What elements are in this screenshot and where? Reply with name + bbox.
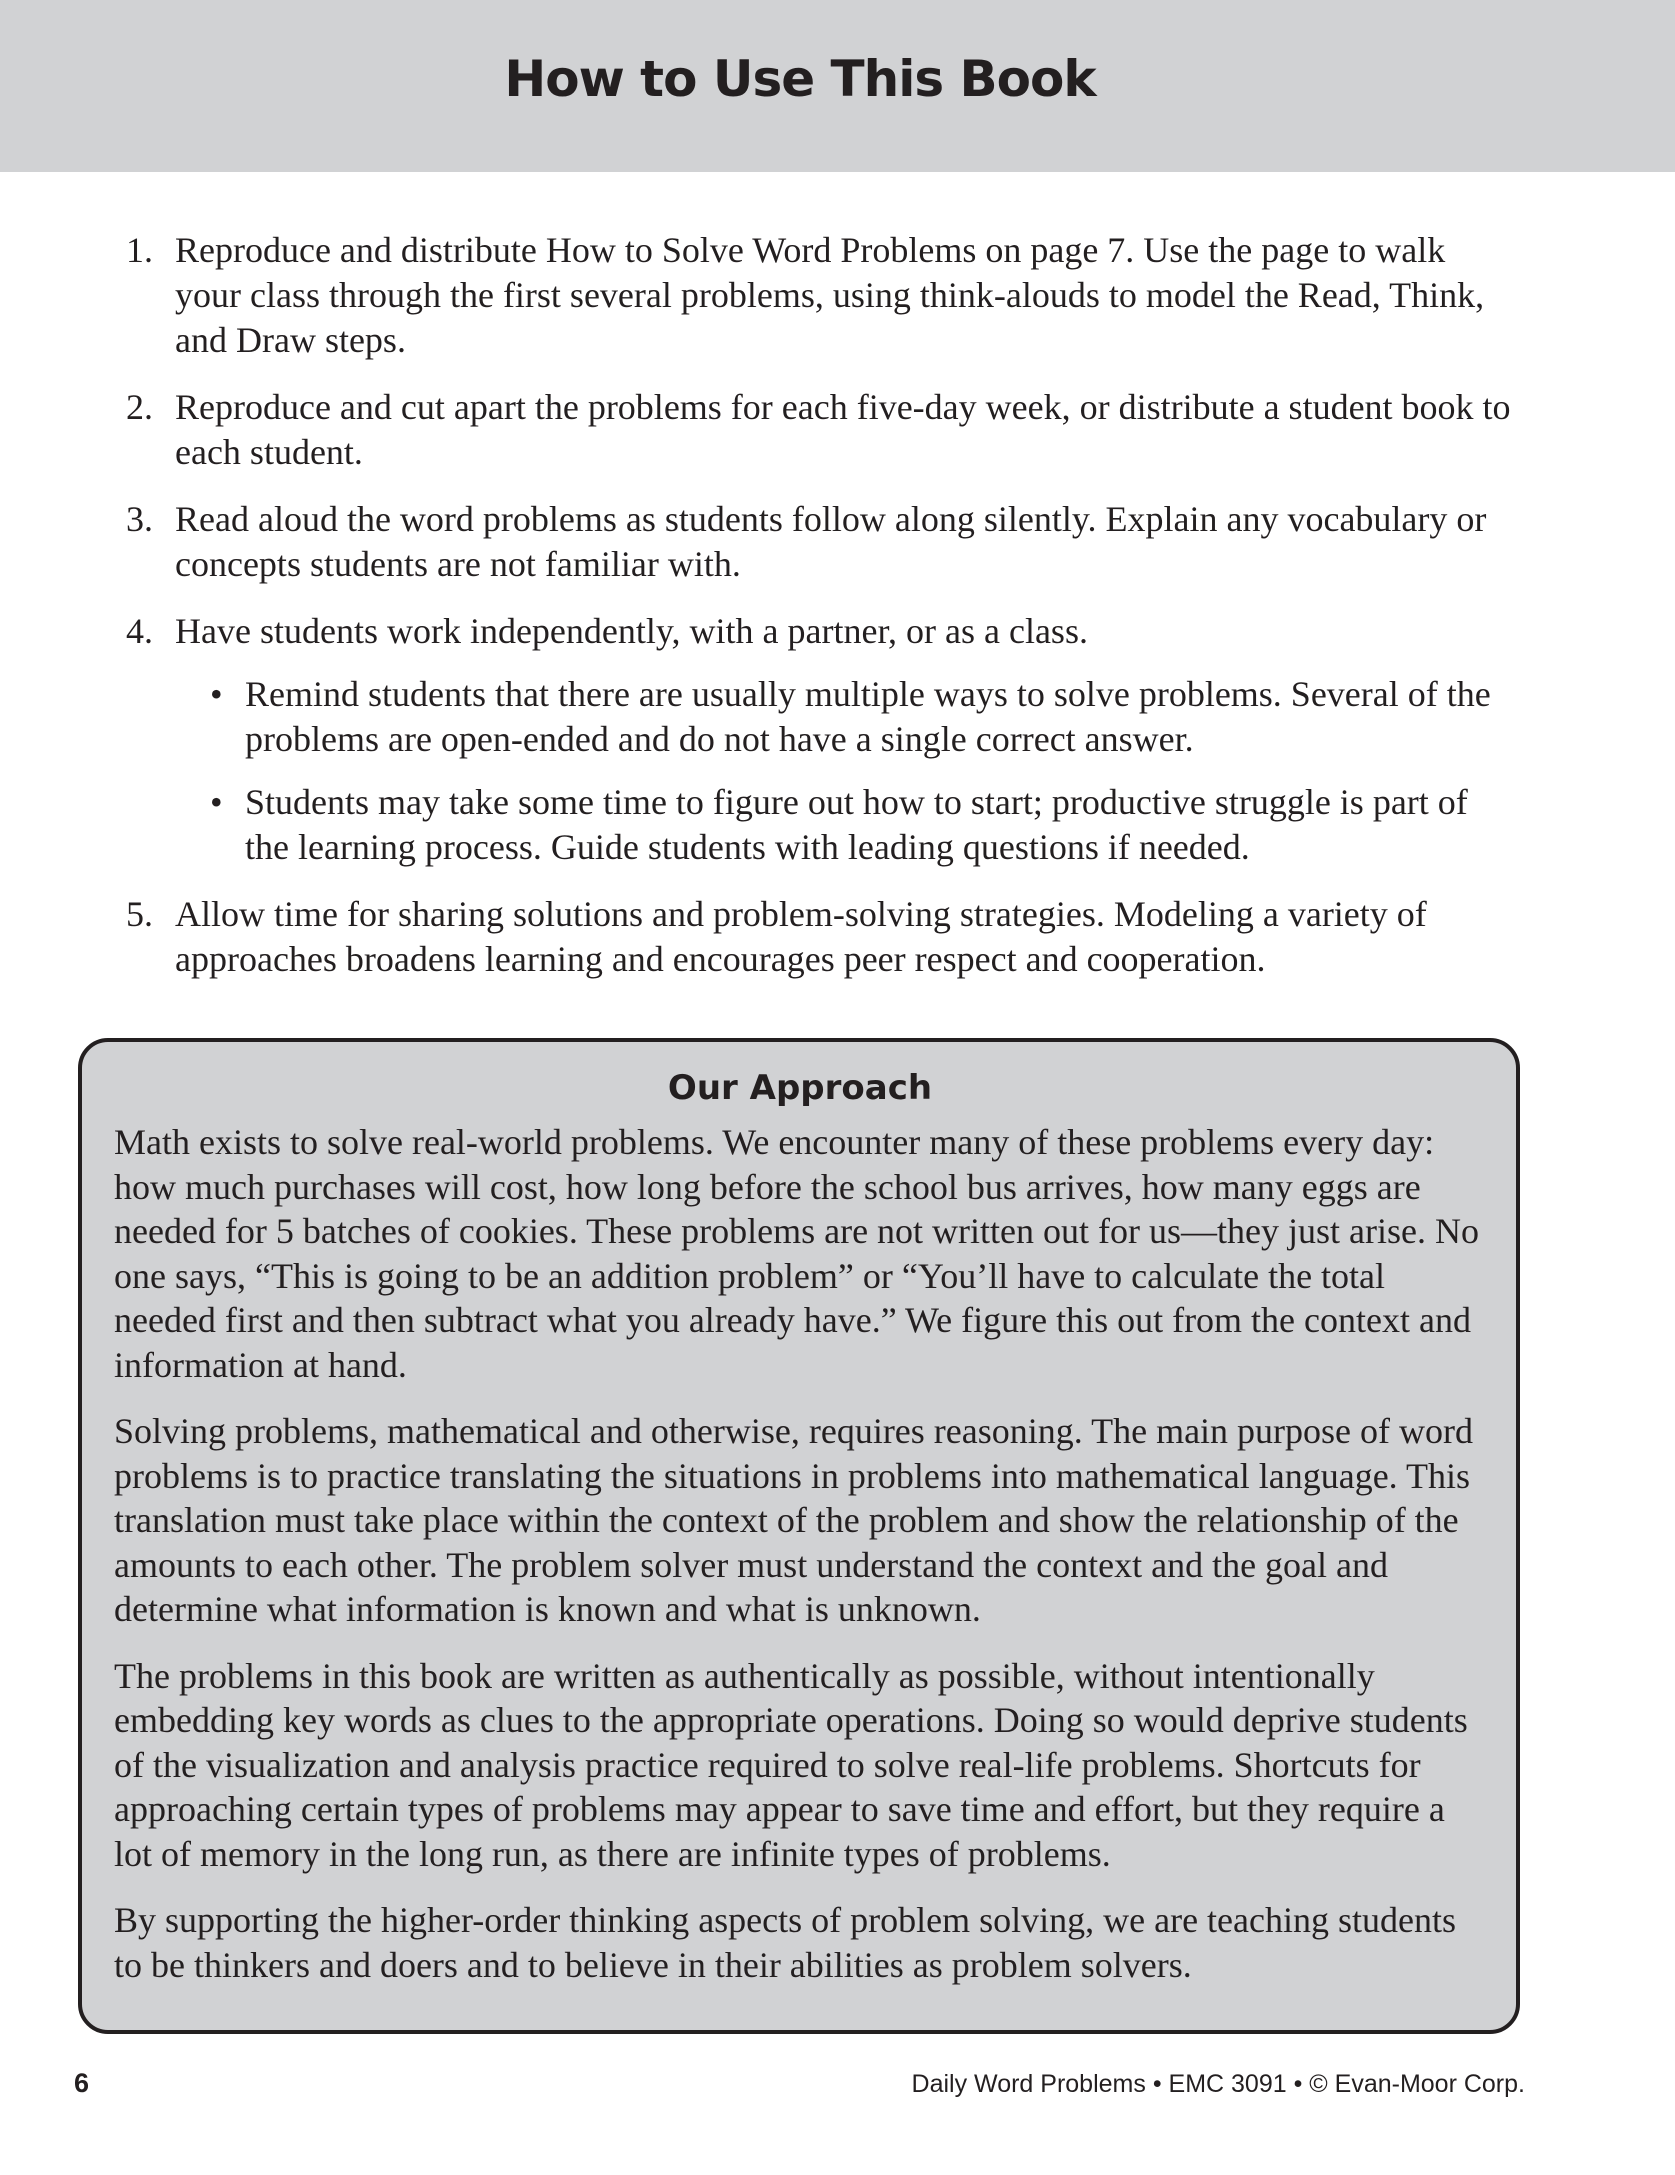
step-text: Reproduce and cut apart the problems for each five-day week, or distribute a student book to each student. — [175, 387, 1511, 472]
step-item — [120, 228, 1520, 363]
step-number: 5. — [126, 894, 153, 934]
bullet-item — [175, 672, 1520, 762]
step-number: 4. — [126, 611, 153, 651]
bullet-mark: • — [210, 674, 223, 714]
steps-list — [120, 228, 1520, 1004]
step-item — [120, 892, 1520, 982]
step-number: 3. — [126, 499, 153, 539]
step-number: 1. — [126, 230, 153, 270]
step-item — [120, 385, 1520, 475]
page-title: How to Use This Book — [504, 50, 1096, 108]
bullet-mark: • — [210, 782, 223, 822]
step-text: Reproduce and distribute How to Solve Word Problems on page 7. Use the page to walk your class through the first several problems, using think-alouds to model the Read, Think, and Draw steps. — [175, 230, 1485, 360]
step-text: Read aloud the word problems as students follow along silently. Explain any vocabulary or concepts students are not familiar with. — [175, 499, 1487, 584]
header-band — [0, 0, 1675, 172]
bullet-text: Students may take some time to figure out how to start; productive struggle is part of the learning process. Guide students with leading questions if needed. — [245, 782, 1468, 867]
approach-paragraph: By supporting the higher-order thinking aspects of problem solving, we are teaching students to be thinkers and doers and to believe in their abilities as problem solvers. — [114, 1900, 1456, 1985]
step-text: Have students work independently, with a partner, or as a class. — [175, 611, 1088, 651]
bullet-text: Remind students that there are usually multiple ways to solve problems. Several of the problems are open-ended and do not have a single correct answer. — [245, 674, 1491, 759]
bullet-item — [175, 780, 1520, 870]
step-number: 2. — [126, 387, 153, 427]
approach-paragraph: Math exists to solve real-world problems. We encounter many of these problems every day: how much purchases will cost, how long before the school bus arrives, how many eggs are needed for 5 batches of cookies. These problems are not written out for us—they just arise. No one says, “This is going to be an addition problem” or “You’ll have to calculate the total needed first and then subtract what you already have.” We figure this out from the context and information at hand. — [114, 1122, 1479, 1385]
step-text: Allow time for sharing solutions and problem-solving strategies. Modeling a variety of approaches broadens learning and encourages peer respect and cooperation. — [175, 894, 1427, 979]
footer-credit: Daily Word Problems • EMC 3091 • © Evan-Moor Corp. — [911, 2070, 1525, 2098]
step-item — [120, 497, 1520, 587]
page-number: 6 — [74, 2068, 90, 2098]
approach-paragraph: Solving problems, mathematical and otherwise, requires reasoning. The main purpose of word problems is to practice translating the situations in problems into mathematical language. This translation must take place within the context of the problem and show the relationship of the amounts to each other. The problem solver must understand the context and the goal and determine what information is known and what is unknown. — [114, 1411, 1473, 1629]
approach-paragraph: The problems in this book are written as authentically as possible, without intentionally embedding key words as clues to the appropriate operations. Doing so would deprive students of the visualization and analysis practice required to solve real-life problems. Shortcuts for approaching certain types of problems may appear to save time and effort, but they require a lot of memory in the long run, as there are infinite types of problems. — [114, 1655, 1468, 1874]
approach-title: Our Approach — [667, 1068, 933, 1108]
step-item — [120, 609, 1520, 870]
approach-box — [78, 1038, 1520, 2034]
